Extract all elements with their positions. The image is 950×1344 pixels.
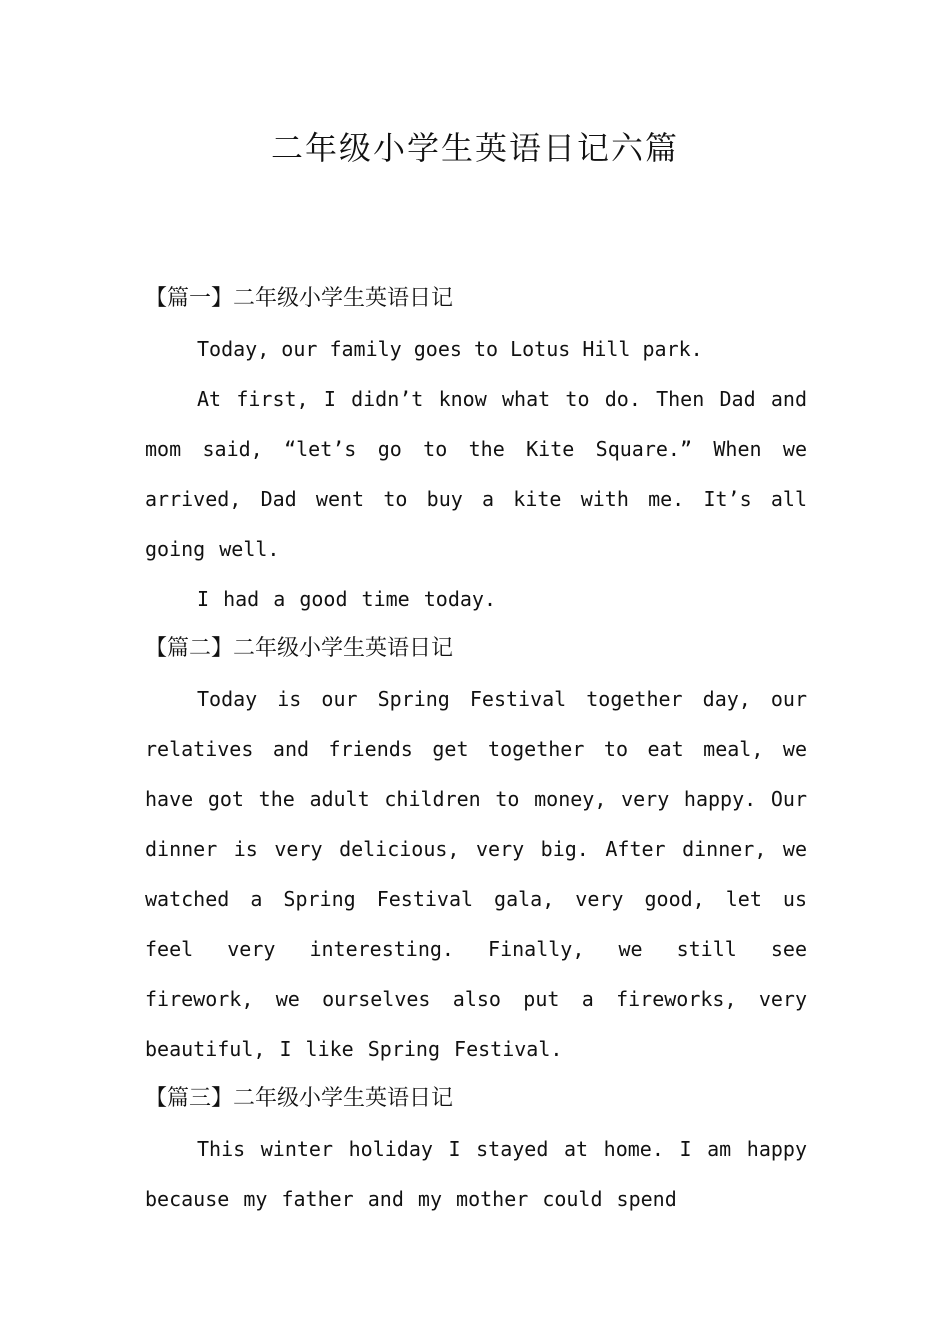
paragraph: Today is our Spring Festival together day, our relatives and friends get together to eat meal, we have got the adult children to money, very happy. Our dinner is very delicious, very big. After dinner, we watched a Spring Festival gala, very good, let us feel very interesting. Finally, we still see firework, we ourselves also put a fireworks, very beautiful, I like Spring Festival. <box>145 687 807 1061</box>
document-title: 二年级小学生英语日记六篇 <box>270 129 679 167</box>
paragraph: This winter holiday I stayed at home. I am happy because my father and my mother could spend <box>145 1137 807 1211</box>
section-heading-1: 【篇一】二年级小学生英语日记 <box>145 286 454 311</box>
section-heading-2: 【篇二】二年级小学生英语日记 <box>145 636 454 661</box>
document-body <box>145 274 807 1224</box>
paragraph: Today, our family goes to Lotus Hill park. <box>197 337 703 361</box>
paragraph: At first, I didn’t know what to do. Then Dad and mom said, “let’s go to the Kite Square.” When we arrived, Dad went to buy a kite with me. It’s all going well. <box>145 387 807 561</box>
diary-section-2 <box>145 624 807 1074</box>
diary-section-3 <box>145 1074 807 1224</box>
section-heading-3: 【篇三】二年级小学生英语日记 <box>145 1086 454 1111</box>
diary-section-1 <box>145 274 807 624</box>
paragraph: I had a good time today. <box>197 587 496 611</box>
